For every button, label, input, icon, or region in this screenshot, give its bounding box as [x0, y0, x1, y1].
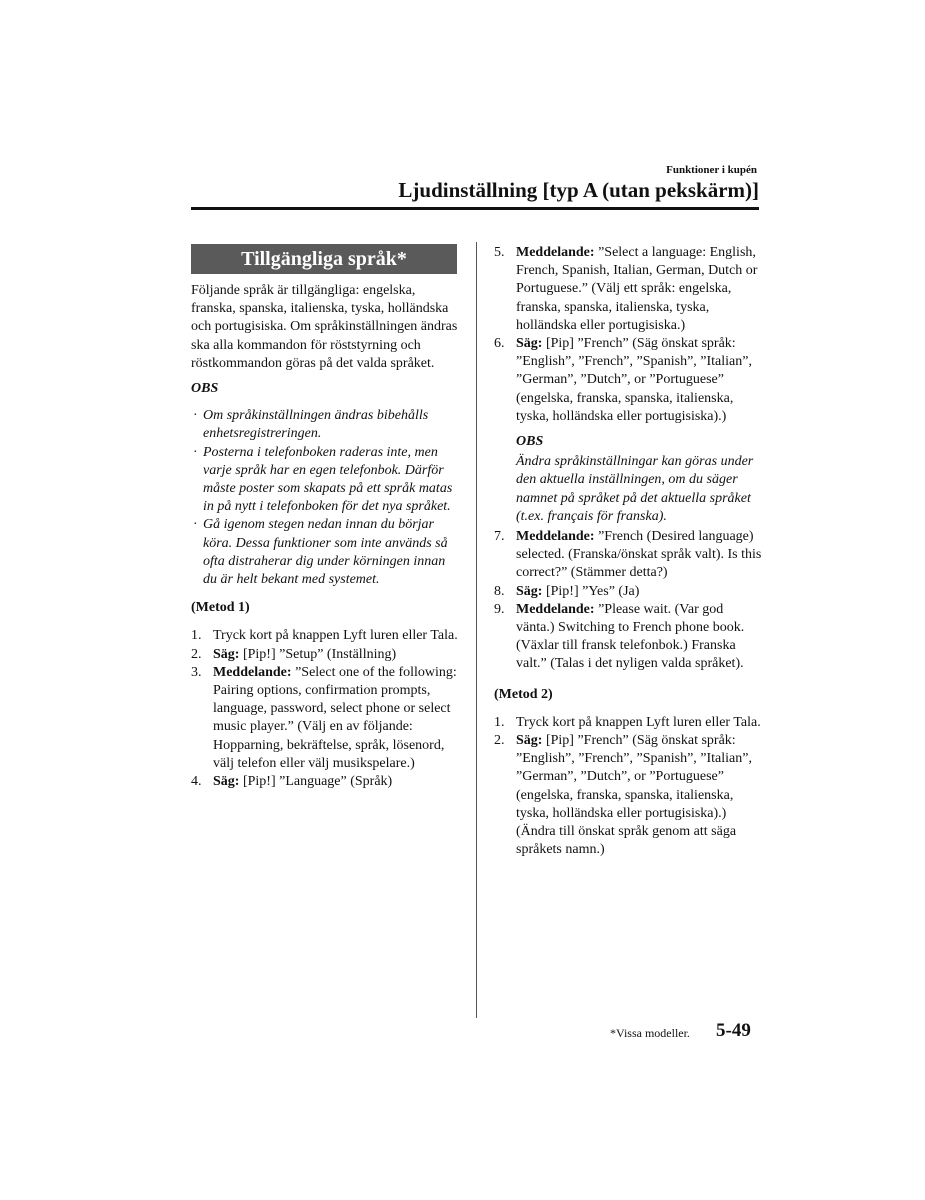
step-text: ”Please wait. (Var god vänta.) Switching to French phone book. (Växlar till fransk telefonbok.) Franska valt.” (Talas i det nyligen valda språket). — [516, 601, 745, 672]
step-label: Säg: — [516, 733, 543, 749]
method-1-title: (Metod 1) — [191, 600, 250, 616]
step-number: 6. — [494, 336, 505, 352]
inline-obs — [494, 433, 762, 526]
obs-note: · Posterna i telefonboken raderas inte, men varje språk har en egen telefonbok. Därför måste poster som skapats på ett språk matas in på nytt i telefonboken för det nya språket. — [191, 444, 459, 517]
page-title: Ljudinställning [typ A (utan pekskärm)] — [398, 178, 759, 202]
step-number: 1. — [191, 628, 202, 644]
step-item — [191, 646, 459, 664]
section-label: Funktioner i kupén — [666, 164, 757, 176]
step-item — [191, 773, 459, 791]
step-number: 9. — [494, 601, 505, 617]
step-item — [191, 627, 459, 645]
method-2-title: (Metod 2) — [494, 686, 553, 702]
step-item — [494, 528, 762, 583]
method-1-steps-final — [494, 528, 762, 674]
obs-text: Ändra språkinställningar kan göras under den aktuella inställningen, om du säger namnet på språket på det aktuella språket (t.ex. français för franska). — [516, 454, 754, 524]
step-label: Säg: — [516, 583, 543, 599]
step-item — [191, 664, 459, 773]
obs-notes-list — [191, 407, 459, 589]
obs-title: OBS — [191, 381, 219, 397]
step-text: [Pip] ”French” (Säg önskat språk: ”English”, ”French”, ”Spanish”, ”Italian”, ”German”, ”Dutch”, or ”Portuguese” (engelska, franska, spanska, italienska, tyska, holländska eller portugisiska).) (Ändra till önskat språk genom att säga språkets namn.) — [516, 733, 752, 858]
step-number: 8. — [494, 583, 505, 599]
title-rule — [191, 207, 759, 210]
step-text: Tryck kort på knappen Lyft luren eller Tala. — [516, 714, 761, 730]
step-number: 2. — [191, 646, 202, 662]
step-number: 5. — [494, 245, 505, 260]
step-item — [494, 714, 762, 732]
step-text: [Pip!] ”Language” (Språk) — [239, 774, 393, 790]
step-text: ”Select a language: English, French, Spanish, Italian, German, Dutch or Portuguese.” (Välj ett språk: engelska, franska, spanska, italienska, tyska, holländska eller portugisiska.) — [516, 245, 758, 333]
right-column — [494, 244, 762, 860]
step-item — [494, 583, 762, 601]
step-label: Säg: — [516, 336, 543, 352]
step-label: Meddelande: — [516, 245, 595, 260]
obs-note: · Om språkinställningen ändras bibehålls enhetsregistreringen. — [191, 407, 459, 443]
obs-title: OBS — [516, 434, 544, 450]
step-label: Säg: — [213, 646, 240, 662]
step-text: ”Select one of the following: Pairing options, confirmation prompts, language, password, select phone or select music player.” (Välj en av följande: Hopparning, bekräftelse, språk, lösenord, välj telefon eller välj musikspelare.) — [213, 664, 457, 771]
step-number: 7. — [494, 529, 505, 545]
step-number: 4. — [191, 774, 202, 790]
column-divider — [476, 242, 477, 1018]
step-item — [494, 335, 762, 426]
step-text: [Pip!] ”Yes” (Ja) — [542, 583, 640, 599]
method-1-steps — [191, 627, 459, 791]
step-item — [494, 732, 762, 859]
step-label: Meddelande: — [516, 529, 595, 545]
step-text: [Pip] ”French” (Säg önskat språk: ”English”, ”French”, ”Spanish”, ”Italian”, ”German”, ”Dutch”, or ”Portuguese” (engelska, franska, spanska, italienska, tyska, holländska eller portugisiska).) — [516, 336, 752, 424]
step-label: Meddelande: — [516, 601, 595, 617]
step-text: ”French (Desired language) selected. (Franska/önskat språk valt). Is this correct?” (Stämmer detta?) — [516, 529, 762, 581]
left-column — [191, 244, 459, 791]
method-2-steps — [494, 714, 762, 860]
method-1-steps-continued — [494, 244, 762, 426]
intro-paragraph: Följande språk är tillgängliga: engelska, franska, spanska, italienska, tyska, holländska och portugisiska. Om språkinställningen ändras ska alla kommandon för röststyrning och röstkommandon göras på det valda språket. — [191, 283, 458, 371]
section-heading: Tillgängliga språk* — [191, 244, 457, 274]
step-text: [Pip!] ”Setup” (Inställning) — [239, 646, 397, 662]
obs-note: · Gå igenom stegen nedan innan du börjar köra. Dessa funktioner som inte används så ofta distraherar dig under körningen innan du är helt bekant med systemet. — [191, 516, 459, 589]
page-number: 5-49 — [716, 1020, 751, 1041]
step-label: Meddelande: — [213, 664, 292, 680]
step-item — [494, 244, 762, 335]
step-number: 2. — [494, 733, 505, 749]
step-label: Säg: — [213, 774, 240, 790]
footnote: *Vissa modeller. — [610, 1026, 690, 1040]
step-number: 1. — [494, 714, 505, 730]
step-item — [494, 601, 762, 674]
step-text: Tryck kort på knappen Lyft luren eller Tala. — [213, 628, 458, 644]
step-number: 3. — [191, 664, 202, 680]
